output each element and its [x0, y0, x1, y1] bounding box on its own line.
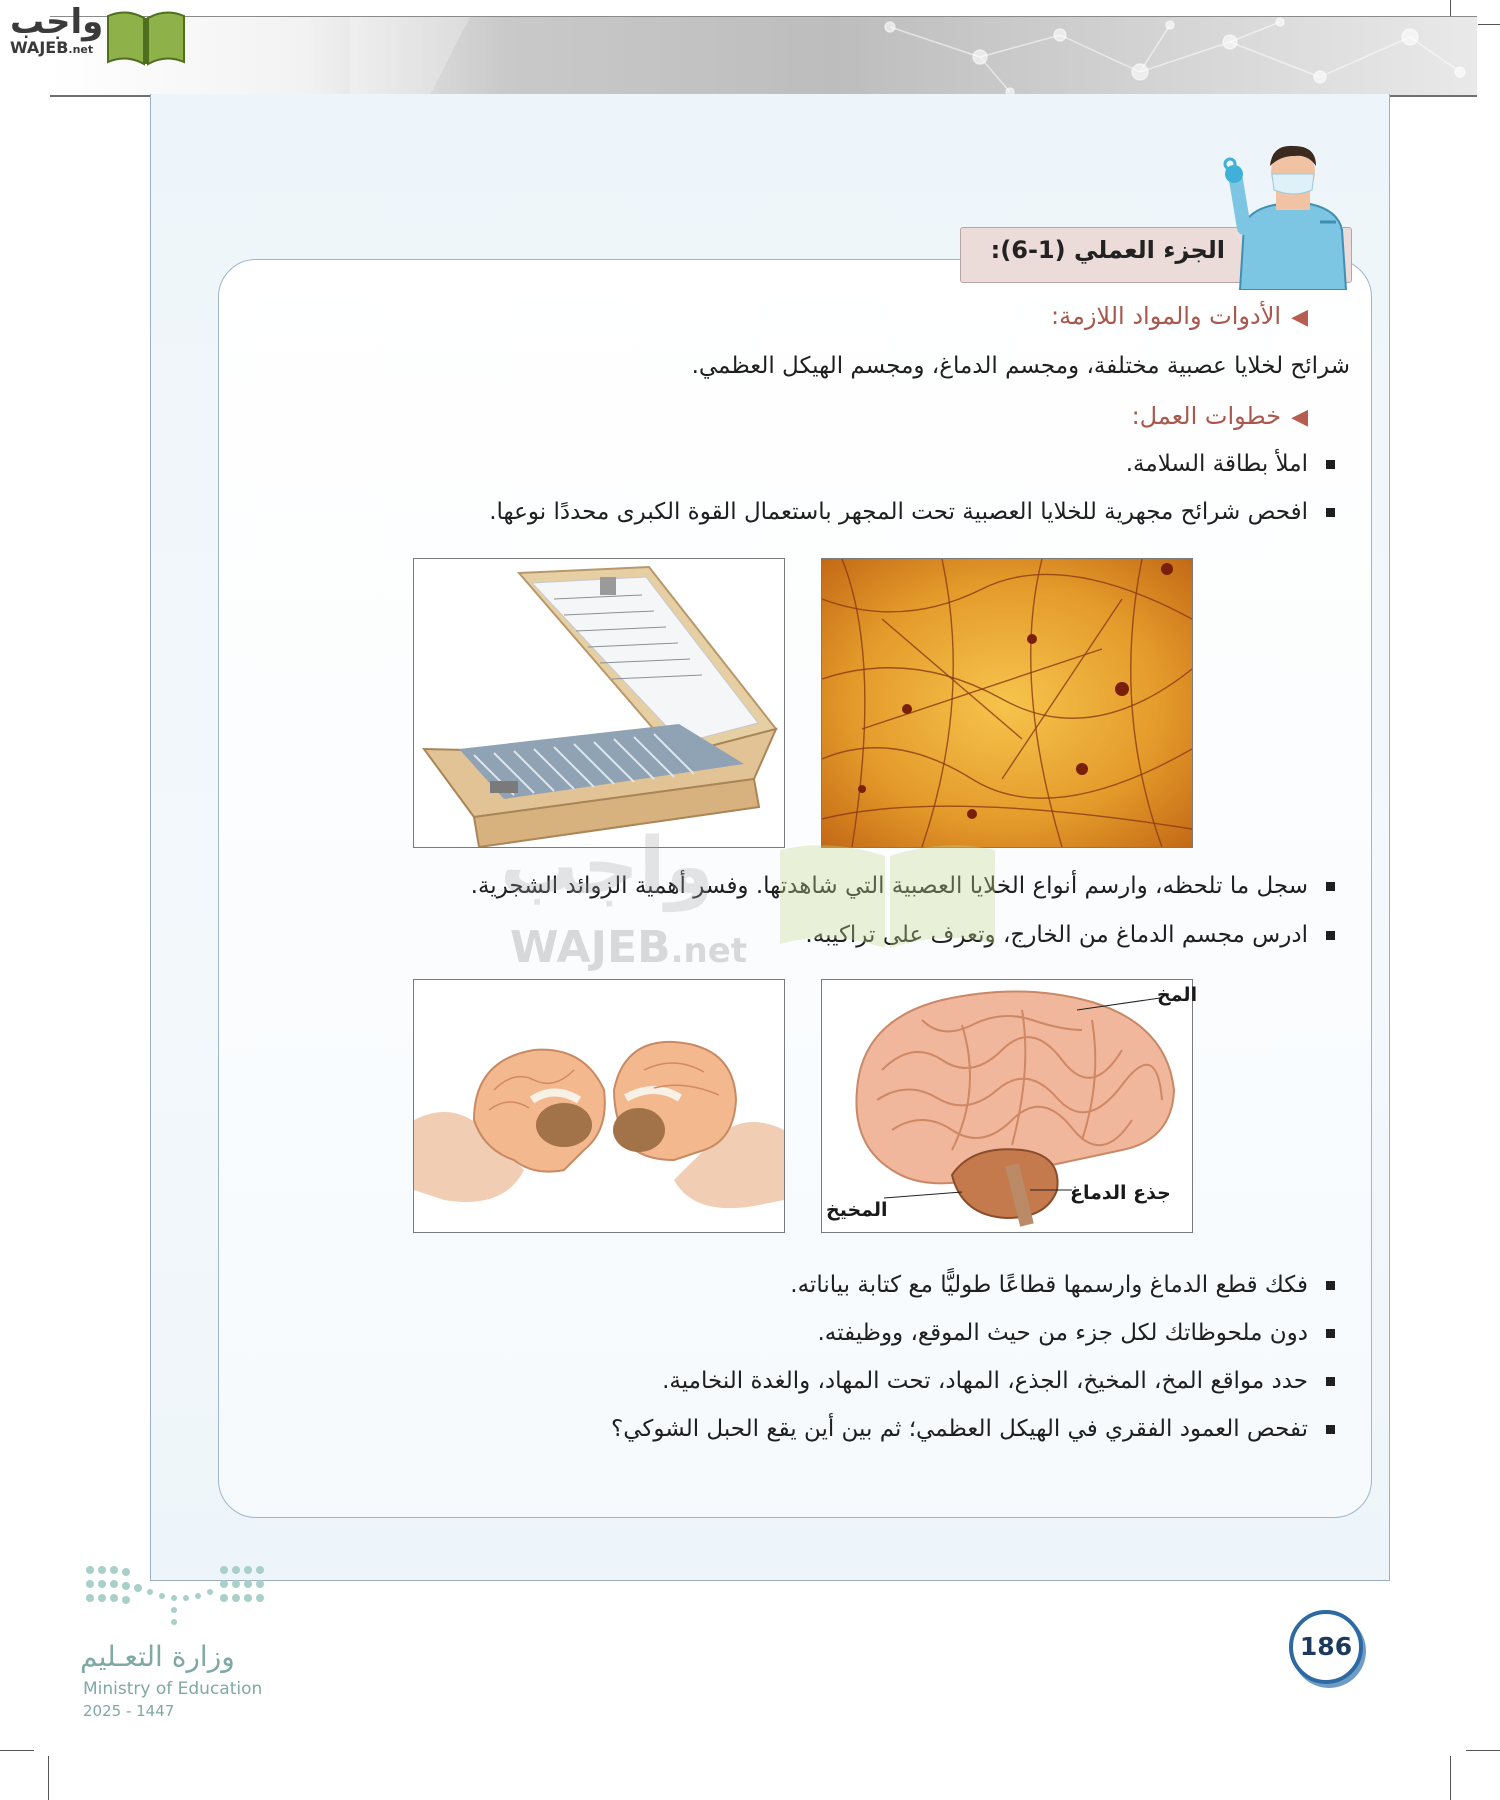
materials-heading: ◀الأدوات والمواد اللازمة: [1051, 302, 1308, 330]
step-item: تفحص العمود الفقري في الهيكل العظمي؛ ثم بين أين يقع الحبل الشوكي؟ [611, 1416, 1335, 1442]
ministry-name-arabic: وزارة التعـليم [80, 1640, 235, 1673]
label-cerebellum: المخيخ [826, 1199, 888, 1221]
triangle-marker-icon: ◀ [1291, 405, 1308, 430]
step-item: حدد مواقع المخ، المخيخ، الجذع، المهاد، تحت المهاد، والغدة النخامية. [662, 1368, 1335, 1394]
ministry-year: 2025 - 1447 [83, 1702, 175, 1720]
ministry-dots-logo [84, 1564, 270, 1628]
bullet-icon [1326, 931, 1335, 940]
materials-text: شرائح لخلايا عصبية مختلفة، ومجسم الدماغ، ومجسم الهيكل العظمي. [691, 353, 1350, 379]
step-item: دون ملحوظاتك لكل جزء من حيث الموقع، ووظيفته. [817, 1320, 1335, 1346]
bullet-icon [1326, 1329, 1335, 1338]
step-item: فكك قطع الدماغ وارسمها قطاعًا طوليًّا مع كتابة بياناته. [790, 1272, 1335, 1298]
neuron-micrograph-photo [821, 558, 1193, 848]
crop-mark [1466, 1750, 1500, 1751]
step-item: افحص شرائح مجهرية للخلايا العصبية تحت المجهر باستعمال القوة الكبرى محددًا نوعها. [489, 499, 1335, 525]
bullet-icon [1326, 1281, 1335, 1290]
wajeb-logo [10, 4, 103, 58]
network-decoration [50, 17, 1477, 95]
label-brainstem: جذع الدماغ [1070, 1182, 1171, 1204]
crop-mark [48, 1756, 49, 1800]
step-item: املأ بطاقة السلامة. [1126, 451, 1335, 477]
page-number: 186 [1289, 1610, 1363, 1684]
header-band [50, 16, 1477, 97]
step-item: سجل ما تلحظه، وارسم أنواع الخلايا العصبية التي شاهدتها. وفسر أهمية الزوائد الشجرية. [471, 873, 1335, 899]
watermark-arabic: واجب [500, 822, 715, 912]
bullet-icon [1326, 882, 1335, 891]
page-number-badge [1283, 1606, 1371, 1686]
logo-latin: WAJEB.net [10, 38, 94, 57]
watermark-book-icon [775, 838, 1000, 950]
bullet-icon [1326, 1425, 1335, 1434]
activity-title: الجزء العملي (1-6): [990, 236, 1225, 264]
bullet-icon [1326, 508, 1335, 517]
bullet-icon [1326, 1377, 1335, 1386]
triangle-marker-icon: ◀ [1291, 305, 1308, 330]
doctor-illustration [1210, 140, 1360, 290]
step-item: ادرس مجسم الدماغ من الخارج، وتعرف على تراكيبه. [805, 922, 1335, 948]
logo-arabic: واجب [10, 2, 104, 42]
watermark-latin: WAJEB.net [510, 922, 748, 973]
steps-heading: ◀خطوات العمل: [1131, 402, 1308, 430]
crop-mark [1478, 24, 1500, 25]
crop-mark [0, 1750, 34, 1751]
book-icon [104, 6, 188, 66]
crop-mark [1450, 1756, 1451, 1800]
label-cerebrum: المخ [1157, 984, 1198, 1006]
slide-box-photo [413, 558, 785, 848]
ministry-name-english: Ministry of Education [83, 1679, 263, 1699]
bullet-icon [1326, 460, 1335, 469]
brain-halves-photo [413, 979, 785, 1233]
